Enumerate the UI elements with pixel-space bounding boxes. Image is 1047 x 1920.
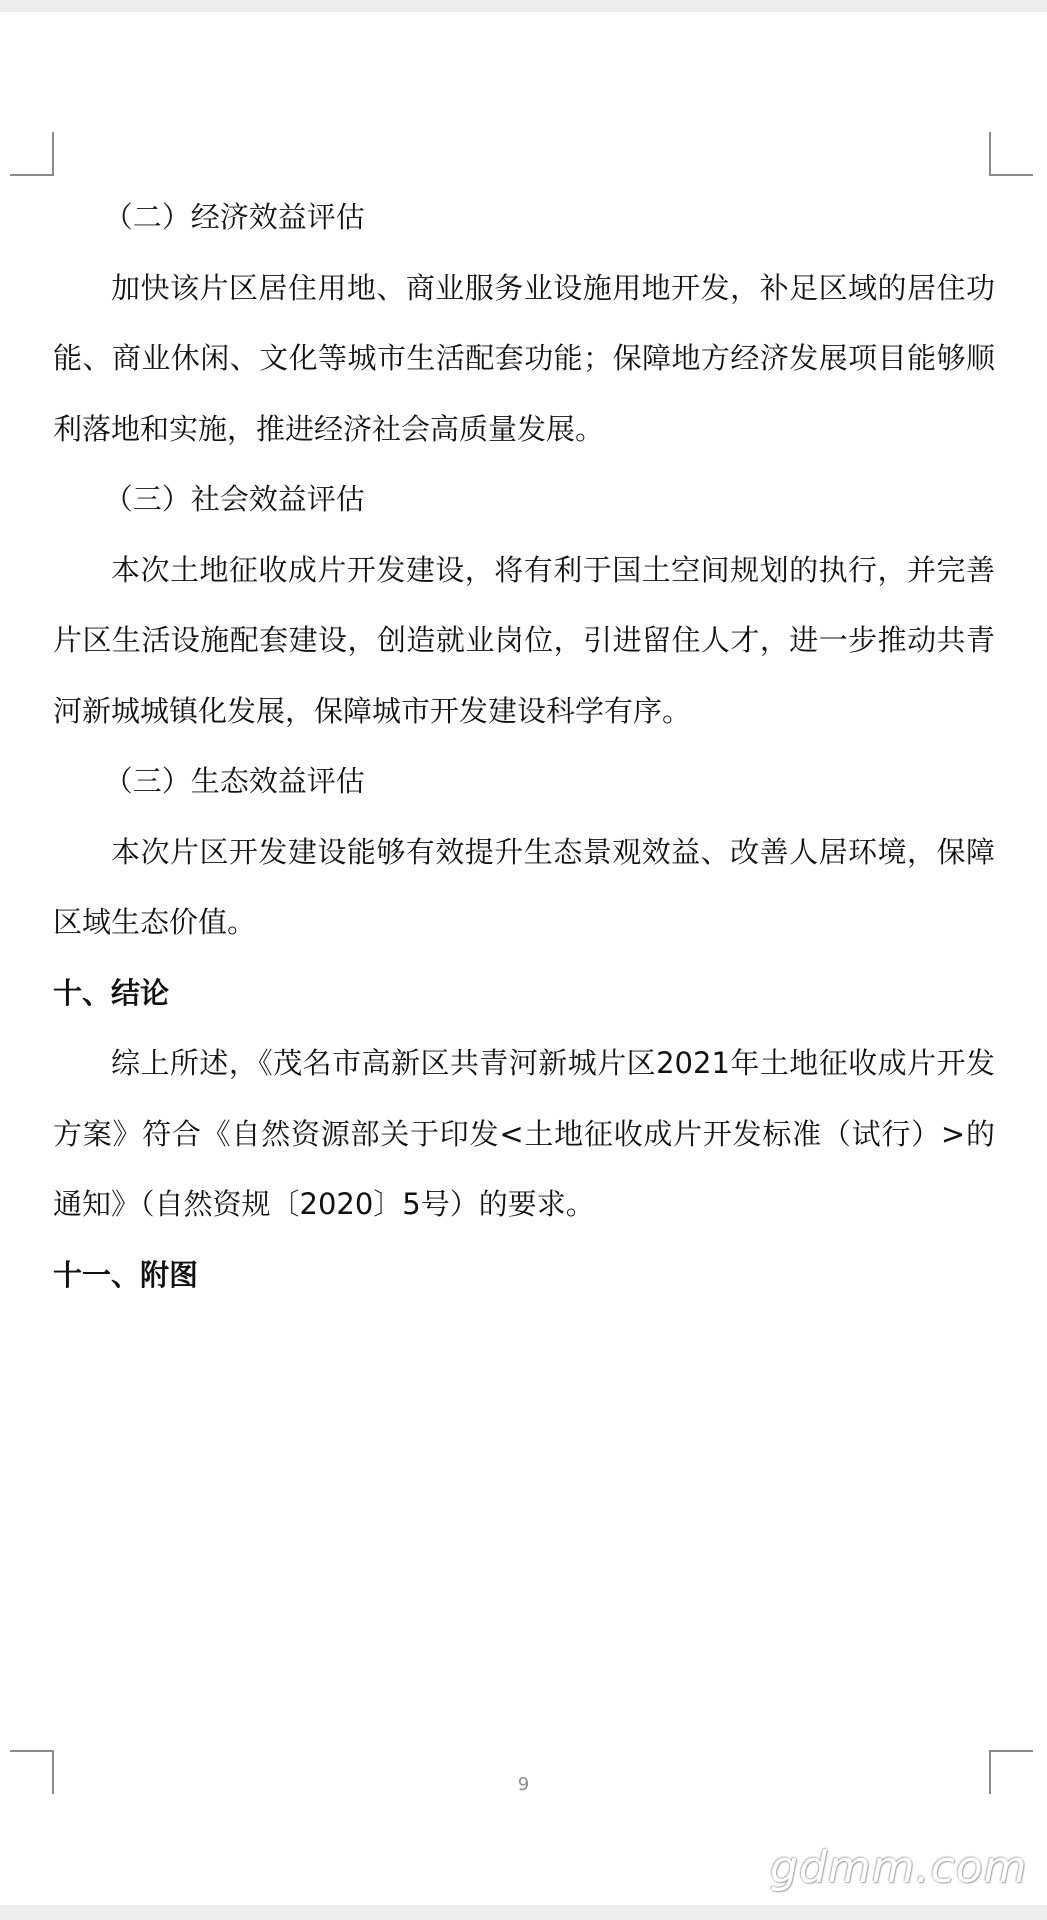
paragraph-conclusion: 综上所述，《茂名市高新区共青河新城片区2021年土地征收成片开发方案》符合《自然资源部关于印发<土地征收成片开发标准（试行）>的通知》（自然资规〔2020〕5号）的要求。	[53, 1046, 995, 1221]
heading-conclusion: 十、结论	[53, 975, 170, 1010]
document-body	[53, 182, 995, 1310]
paragraph-ecological-benefit: 本次片区开发建设能够有效提升生态景观效益、改善人居环境，保障区域生态价值。	[53, 834, 995, 939]
page-number: 9	[517, 1774, 530, 1795]
paragraph-economic-benefit: 加快该片区居住用地、商业服务业设施用地开发，补足区域的居住功能、商业休闲、文化等城市生活配套功能；保障地方经济发展项目能够顺利落地和实施，推进经济社会高质量发展。	[53, 270, 995, 446]
heading-appendix-figures: 十一、附图	[53, 1257, 199, 1292]
watermark-logo: gdmm.com	[770, 1842, 1028, 1893]
subheading-economic-benefit: （二）经济效益评估	[103, 200, 365, 234]
crop-mark-top-right	[989, 132, 1033, 176]
subheading-social-benefit: （三）社会效益评估	[103, 482, 365, 516]
document-page	[0, 12, 1047, 1905]
subheading-ecological-benefit: （三）生态效益评估	[103, 764, 365, 798]
crop-mark-top-left	[10, 132, 54, 176]
paragraph-social-benefit: 本次土地征收成片开发建设，将有利于国土空间规划的执行，并完善片区生活设施配套建设，创造就业岗位，引进留住人才，进一步推动共青河新城城镇化发展，保障城市开发建设科学有序。	[53, 552, 995, 728]
